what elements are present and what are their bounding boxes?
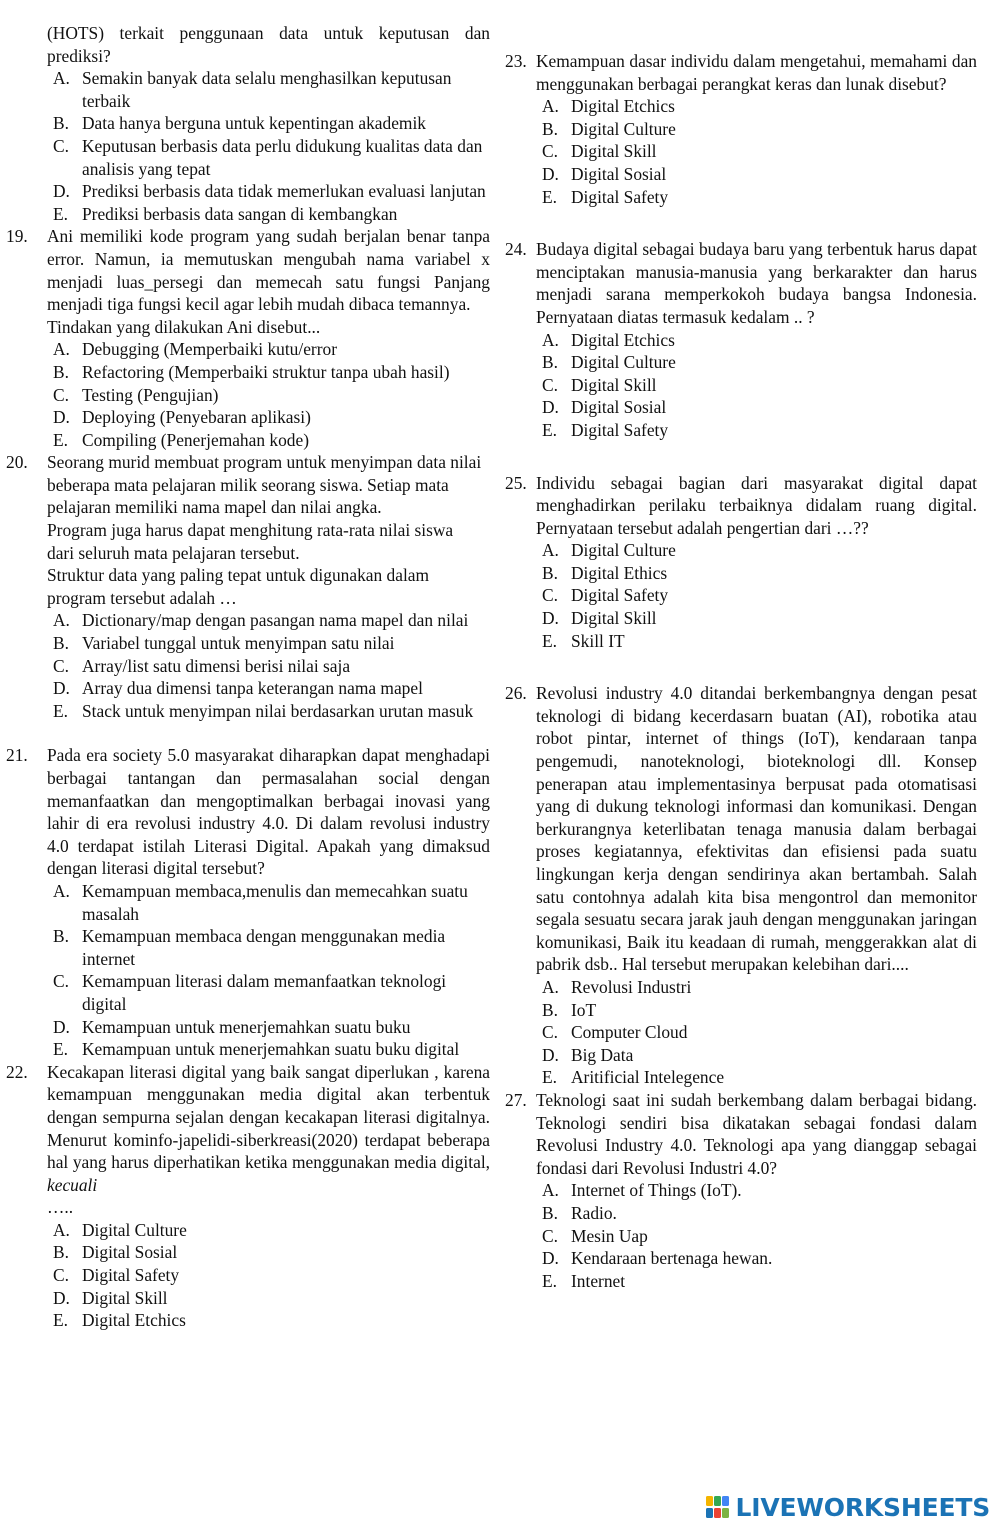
option-text: Digital Etchics xyxy=(571,96,675,117)
option-b[interactable] xyxy=(505,351,977,374)
left-column xyxy=(0,0,490,1332)
stem-ellipsis: ….. xyxy=(47,1197,74,1218)
option-letter: E. xyxy=(53,203,68,224)
option-letter: B. xyxy=(542,118,558,139)
option-letter: C. xyxy=(53,655,69,676)
option-letter: B. xyxy=(53,1242,69,1263)
question-stem xyxy=(505,50,977,95)
option-text: Digital Sosial xyxy=(571,163,667,184)
question-number: 27. xyxy=(505,1089,527,1110)
option-text: Digital Culture xyxy=(571,118,676,139)
option-b[interactable] xyxy=(0,361,490,384)
option-text: Kendaraan bertenaga hewan. xyxy=(571,1248,773,1269)
option-letter: B. xyxy=(53,633,69,654)
option-c[interactable] xyxy=(505,584,977,607)
question-26 xyxy=(505,682,977,1089)
option-text: Internet xyxy=(571,1270,626,1291)
option-letter: D. xyxy=(53,181,70,202)
option-letter: D. xyxy=(542,163,559,184)
option-e[interactable] xyxy=(0,429,490,452)
option-letter: C. xyxy=(53,971,69,992)
option-letter: D. xyxy=(53,1016,70,1037)
options-list xyxy=(0,1219,490,1332)
question-stem xyxy=(505,472,977,540)
option-d[interactable] xyxy=(505,1247,977,1270)
option-text: Big Data xyxy=(571,1044,634,1065)
option-letter: C. xyxy=(542,141,558,162)
stem-paragraph: Seorang murid membuat program untuk menyimpan data nilai beberapa mata pelajaran milik seorang siswa. Setiap mata pelajaran memiliki nama mapel dan nilai angka. xyxy=(47,452,482,518)
question-number: 26. xyxy=(505,683,527,704)
question-25 xyxy=(505,472,977,653)
question-20 xyxy=(0,451,490,722)
option-text: Digital Skill xyxy=(82,1287,168,1308)
option-b[interactable] xyxy=(505,999,977,1022)
option-text: Array/list satu dimensi berisi nilai saja xyxy=(82,655,351,676)
option-e[interactable] xyxy=(505,1270,977,1293)
option-text: Digital Skill xyxy=(571,141,657,162)
option-letter: B. xyxy=(53,361,69,382)
option-e[interactable] xyxy=(505,186,977,209)
stem-paragraph: (HOTS) terkait penggunaan data untuk keputusan dan prediksi? xyxy=(47,23,490,66)
option-text: Array dua dimensi tanpa keterangan nama mapel xyxy=(82,678,423,699)
option-text: Aritificial Intelegence xyxy=(571,1067,725,1088)
option-text: Debugging (Memperbaiki kutu/error xyxy=(82,339,337,360)
option-letter: C. xyxy=(542,585,558,606)
option-letter: D. xyxy=(542,1044,559,1065)
option-letter: E. xyxy=(53,700,68,721)
option-letter: E. xyxy=(542,1067,557,1088)
option-letter: E. xyxy=(542,1270,557,1291)
option-text: Refactoring (Memperbaiki struktur tanpa ubah hasil) xyxy=(82,361,450,382)
question-18-continued xyxy=(0,22,490,225)
options-list xyxy=(0,609,490,722)
question-stem xyxy=(505,1089,977,1179)
question-stem xyxy=(0,451,490,609)
option-c[interactable] xyxy=(505,140,977,163)
option-text: Stack untuk menyimpan nilai berdasarkan urutan masuk xyxy=(82,700,474,721)
option-letter: A. xyxy=(53,68,70,89)
option-c[interactable] xyxy=(0,970,490,1015)
question-number: 22. xyxy=(6,1061,28,1082)
stem-paragraph: Revolusi industry 4.0 ditandai berkembangnya dengan pesat teknologi di bidang kecerdasarn buatan (AI), robotika atau robot pintar, internet of things (IoT), kendaraan tanpa pengemudi, nanoteknologi, bioteknologi dll. Konsep penerapan atau implementasinya berpusat pada otomatisasi yang di dukung teknologi informasi dan komunikasi. Dengan berkurangnya keterlibatan tenaga manusia dalam berbagai proses kegiatannya, efektivitas dan efisiensi pada suatu lingkungan kerja dengan sendirinya akan bertambah. Salah satu contohnya adalah kita bisa mengontrol dan memonitor segala sesuatu secara jarak jauh dengan menggunakan jaringan komunikasi, Baik itu keadaan di rumah, menggerakkan alat di pabrik dsb.. Hal tersebut merupakan kelebihan dari.... xyxy=(536,683,977,975)
question-23 xyxy=(505,50,977,208)
option-d[interactable] xyxy=(0,1016,490,1039)
option-letter: B. xyxy=(53,926,69,947)
option-letter: E. xyxy=(542,419,557,440)
option-letter: C. xyxy=(53,384,69,405)
option-letter: A. xyxy=(53,339,70,360)
option-d[interactable] xyxy=(505,163,977,186)
option-text: Mesin Uap xyxy=(571,1225,648,1246)
option-letter: E. xyxy=(542,630,557,651)
option-e[interactable] xyxy=(505,630,977,653)
option-text: Revolusi Industri xyxy=(571,976,692,997)
option-b[interactable] xyxy=(0,632,490,655)
option-d[interactable] xyxy=(0,1287,490,1310)
option-letter: C. xyxy=(53,135,69,156)
option-letter: B. xyxy=(542,999,558,1020)
option-letter: A. xyxy=(542,976,559,997)
option-a[interactable] xyxy=(0,880,490,925)
option-letter: B. xyxy=(53,113,69,134)
liveworksheets-logo[interactable] xyxy=(706,1489,990,1525)
question-number: 20. xyxy=(6,452,28,473)
question-number: 25. xyxy=(505,472,527,493)
option-e[interactable] xyxy=(0,1038,490,1061)
option-a[interactable] xyxy=(0,1219,490,1242)
option-text: Digital Culture xyxy=(571,352,676,373)
option-text: Kemampuan membaca,menulis dan memecahkan suatu masalah xyxy=(82,880,468,924)
option-e[interactable] xyxy=(0,1309,490,1332)
option-a[interactable] xyxy=(505,539,977,562)
option-letter: D. xyxy=(542,1248,559,1269)
option-text: Kemampuan membaca dengan menggunakan media internet xyxy=(82,926,446,969)
option-text: IoT xyxy=(571,999,597,1020)
option-text: Digital Safety xyxy=(82,1265,180,1286)
logo-text: LIVEWORKSHEETS xyxy=(735,1492,990,1522)
option-text: Deploying (Penyebaran aplikasi) xyxy=(82,407,311,428)
option-letter: A. xyxy=(542,1180,559,1201)
question-stem xyxy=(505,238,977,328)
liveworksheets-logo-icon xyxy=(706,1496,730,1518)
question-stem xyxy=(0,225,490,338)
options-list xyxy=(0,880,490,1061)
options-list xyxy=(505,95,977,208)
option-c[interactable] xyxy=(0,384,490,407)
option-c[interactable] xyxy=(0,1264,490,1287)
option-text: Computer Cloud xyxy=(571,1022,688,1043)
right-column xyxy=(505,0,977,1292)
option-b[interactable] xyxy=(505,1202,977,1225)
option-a[interactable] xyxy=(505,976,977,999)
option-b[interactable] xyxy=(505,562,977,585)
option-d[interactable] xyxy=(0,406,490,429)
question-number: 21. xyxy=(6,745,28,766)
stem-paragraph: Kemampuan dasar individu dalam mengetahui, memahami dan menggunakan berbagai perangkat keras dan lunak disebut? xyxy=(536,51,977,94)
option-letter: C. xyxy=(53,1265,69,1286)
option-c[interactable] xyxy=(0,655,490,678)
option-letter: D. xyxy=(53,678,70,699)
question-27 xyxy=(505,1089,977,1292)
question-stem xyxy=(0,744,490,880)
option-letter: E. xyxy=(53,429,68,450)
options-list xyxy=(505,976,977,1089)
option-text: Digital Skill xyxy=(571,608,657,629)
option-text: Digital Safety xyxy=(571,186,669,207)
stem-paragraph: Program juga harus dapat menghitung rata-rata nilai siswa dari seluruh mata pelajaran tersebut. xyxy=(47,520,454,563)
option-letter: A. xyxy=(542,540,559,561)
option-text: Dictionary/map dengan pasangan nama mapel dan nilai xyxy=(82,610,469,631)
question-stem xyxy=(0,1061,490,1219)
option-d[interactable] xyxy=(0,677,490,700)
option-text: Keputusan berbasis data perlu didukung kualitas data dan analisis yang tepat xyxy=(82,135,483,179)
option-c[interactable] xyxy=(505,1021,977,1044)
option-b[interactable] xyxy=(505,118,977,141)
options-list xyxy=(0,338,490,451)
options-list xyxy=(505,1179,977,1292)
option-text: Digital Safety xyxy=(571,585,669,606)
option-text: Digital Safety xyxy=(571,419,669,440)
option-c[interactable] xyxy=(505,374,977,397)
option-letter: C. xyxy=(542,374,558,395)
stem-paragraph xyxy=(47,1061,490,1197)
option-text: Digital Culture xyxy=(82,1219,187,1240)
stem-paragraph: Budaya digital sebagai budaya baru yang terbentuk harus dapat menciptakan manusia-manusia yang berkarakter dan harus menjadi sarana memperkokoh budaya bangsa Indonesia. Pernyataan diatas termasuk kedalam .. ? xyxy=(536,239,977,327)
option-letter: E. xyxy=(53,1039,68,1060)
option-b[interactable] xyxy=(0,112,490,135)
question-stem xyxy=(505,682,977,976)
option-text: Variabel tunggal untuk menyimpan satu nilai xyxy=(82,633,395,654)
question-number: 23. xyxy=(505,51,527,71)
option-e[interactable] xyxy=(0,700,490,723)
stem-paragraph: Teknologi saat ini sudah berkembang dalam berbagai bidang. Teknologi sendiri bisa dikatakan sebagai fondasi dalam Revolusi Industry 4.0. Teknologi apa yang dianggap sebagai fondasi dari Revolusi Industri 4.0? xyxy=(536,1089,977,1178)
option-text: Testing (Pengujian) xyxy=(82,384,219,405)
option-letter: A. xyxy=(53,1219,70,1240)
option-letter: D. xyxy=(53,1287,70,1308)
option-text: Digital Sosial xyxy=(571,397,667,418)
option-letter: D. xyxy=(542,397,559,418)
option-text: Digital Culture xyxy=(571,540,676,561)
option-b[interactable] xyxy=(0,1241,490,1264)
option-c[interactable] xyxy=(0,135,490,180)
question-21 xyxy=(0,744,490,1060)
option-c[interactable] xyxy=(505,1225,977,1248)
option-a[interactable] xyxy=(0,609,490,632)
option-b[interactable] xyxy=(0,925,490,970)
stem-paragraph: Pada era society 5.0 masyarakat diharapkan dapat menghadapi berbagai tantangan dan permasalahan social dengan memanfaatkan dan mengoptimalkan berbagai inovasi yang lahir di era revolusi industry 4.0. Di dalam revolusi industry 4.0 terdapat istilah Literasi Digital. Apakah yang dimaksud dengan literasi digital tersebut? xyxy=(47,745,490,879)
option-text: Prediksi berbasis data tidak memerlukan evaluasi lanjutan xyxy=(82,181,486,202)
option-letter: E. xyxy=(53,1310,68,1331)
stem-paragraph: Ani memiliki kode program yang sudah berjalan benar tanpa error. Namun, ia memutuskan mengubah nama variabel x menjadi luas_persegi dan memecah satu fungsi Panjang menjadi tiga fungsi kecil agar lebih mudah dibaca temannya. xyxy=(47,226,490,315)
option-d[interactable] xyxy=(505,1044,977,1067)
option-a[interactable] xyxy=(505,1179,977,1202)
stem-paragraph: Individu sebagai bagian dari masyarakat digital dapat menghadirkan perilaku terbaiknya didalam ruang digital. Pernyataan tersebut adalah pengertian dari …?? xyxy=(536,472,977,538)
stem-main-text: Kecakapan literasi digital yang baik sangat diperlukan , karena kemampuan menggunakan media digital akan terbentuk dengan sempurna sejalan dengan kecakapan literasi digitalnya. Menurut kominfo-japelidi-siberkreasi(2020) terdapat beberapa hal yang harus diperhatikan ketika menggunakan media digital, xyxy=(47,1061,490,1173)
question-19 xyxy=(0,225,490,451)
option-text: Compiling (Penerjemahan kode) xyxy=(82,429,309,450)
option-text: Kemampuan untuk menerjemahkan suatu buku digital xyxy=(82,1039,460,1060)
option-text: Digital Etchics xyxy=(82,1310,186,1331)
question-number: 19. xyxy=(6,226,28,247)
option-a[interactable] xyxy=(505,329,977,352)
option-letter: D. xyxy=(53,407,70,428)
option-letter: A. xyxy=(53,610,70,631)
option-letter: B. xyxy=(542,562,558,583)
option-text: Semakin banyak data selalu menghasilkan keputusan terbaik xyxy=(82,68,452,111)
option-text: Digital Etchics xyxy=(571,329,675,350)
option-a[interactable] xyxy=(0,67,490,112)
option-text: Prediksi berbasis data sangan di kembangkan xyxy=(82,203,398,224)
option-e[interactable] xyxy=(505,419,977,442)
option-text: Radio. xyxy=(571,1202,617,1223)
stem-italic-word: kecuali xyxy=(47,1174,98,1195)
option-text: Internet of Things (IoT). xyxy=(571,1180,742,1201)
option-letter: A. xyxy=(53,880,70,901)
stem-paragraph: Struktur data yang paling tepat untuk digunakan dalam program tersebut adalah … xyxy=(47,565,430,608)
question-22 xyxy=(0,1061,490,1332)
option-a[interactable] xyxy=(0,338,490,361)
option-letter: A. xyxy=(542,96,559,117)
option-letter: C. xyxy=(542,1022,558,1043)
option-d[interactable] xyxy=(0,180,490,203)
option-letter: B. xyxy=(542,1202,558,1223)
option-d[interactable] xyxy=(505,396,977,419)
option-e[interactable] xyxy=(0,203,490,226)
option-text: Digital Sosial xyxy=(82,1242,178,1263)
question-stem xyxy=(0,22,490,67)
stem-paragraph: Tindakan yang dilakukan Ani disebut... xyxy=(47,316,321,337)
question-24 xyxy=(505,238,977,441)
option-text: Kemampuan untuk menerjemahkan suatu buku xyxy=(82,1016,411,1037)
option-letter: C. xyxy=(542,1225,558,1246)
option-text: Kemampuan literasi dalam memanfaatkan teknologi digital xyxy=(82,971,447,1014)
option-text: Digital Ethics xyxy=(571,562,668,583)
options-list xyxy=(505,539,977,652)
option-letter: D. xyxy=(542,608,559,629)
option-letter: A. xyxy=(542,329,559,350)
option-text: Data hanya berguna untuk kepentingan akademik xyxy=(82,113,426,134)
option-a[interactable] xyxy=(505,95,977,118)
options-list xyxy=(0,67,490,225)
option-d[interactable] xyxy=(505,607,977,630)
option-letter: B. xyxy=(542,352,558,373)
options-list xyxy=(505,329,977,442)
option-text: Digital Skill xyxy=(571,374,657,395)
option-text: Skill IT xyxy=(571,630,625,651)
option-letter: E. xyxy=(542,186,557,207)
question-number: 24. xyxy=(505,239,527,260)
option-e[interactable] xyxy=(505,1066,977,1089)
